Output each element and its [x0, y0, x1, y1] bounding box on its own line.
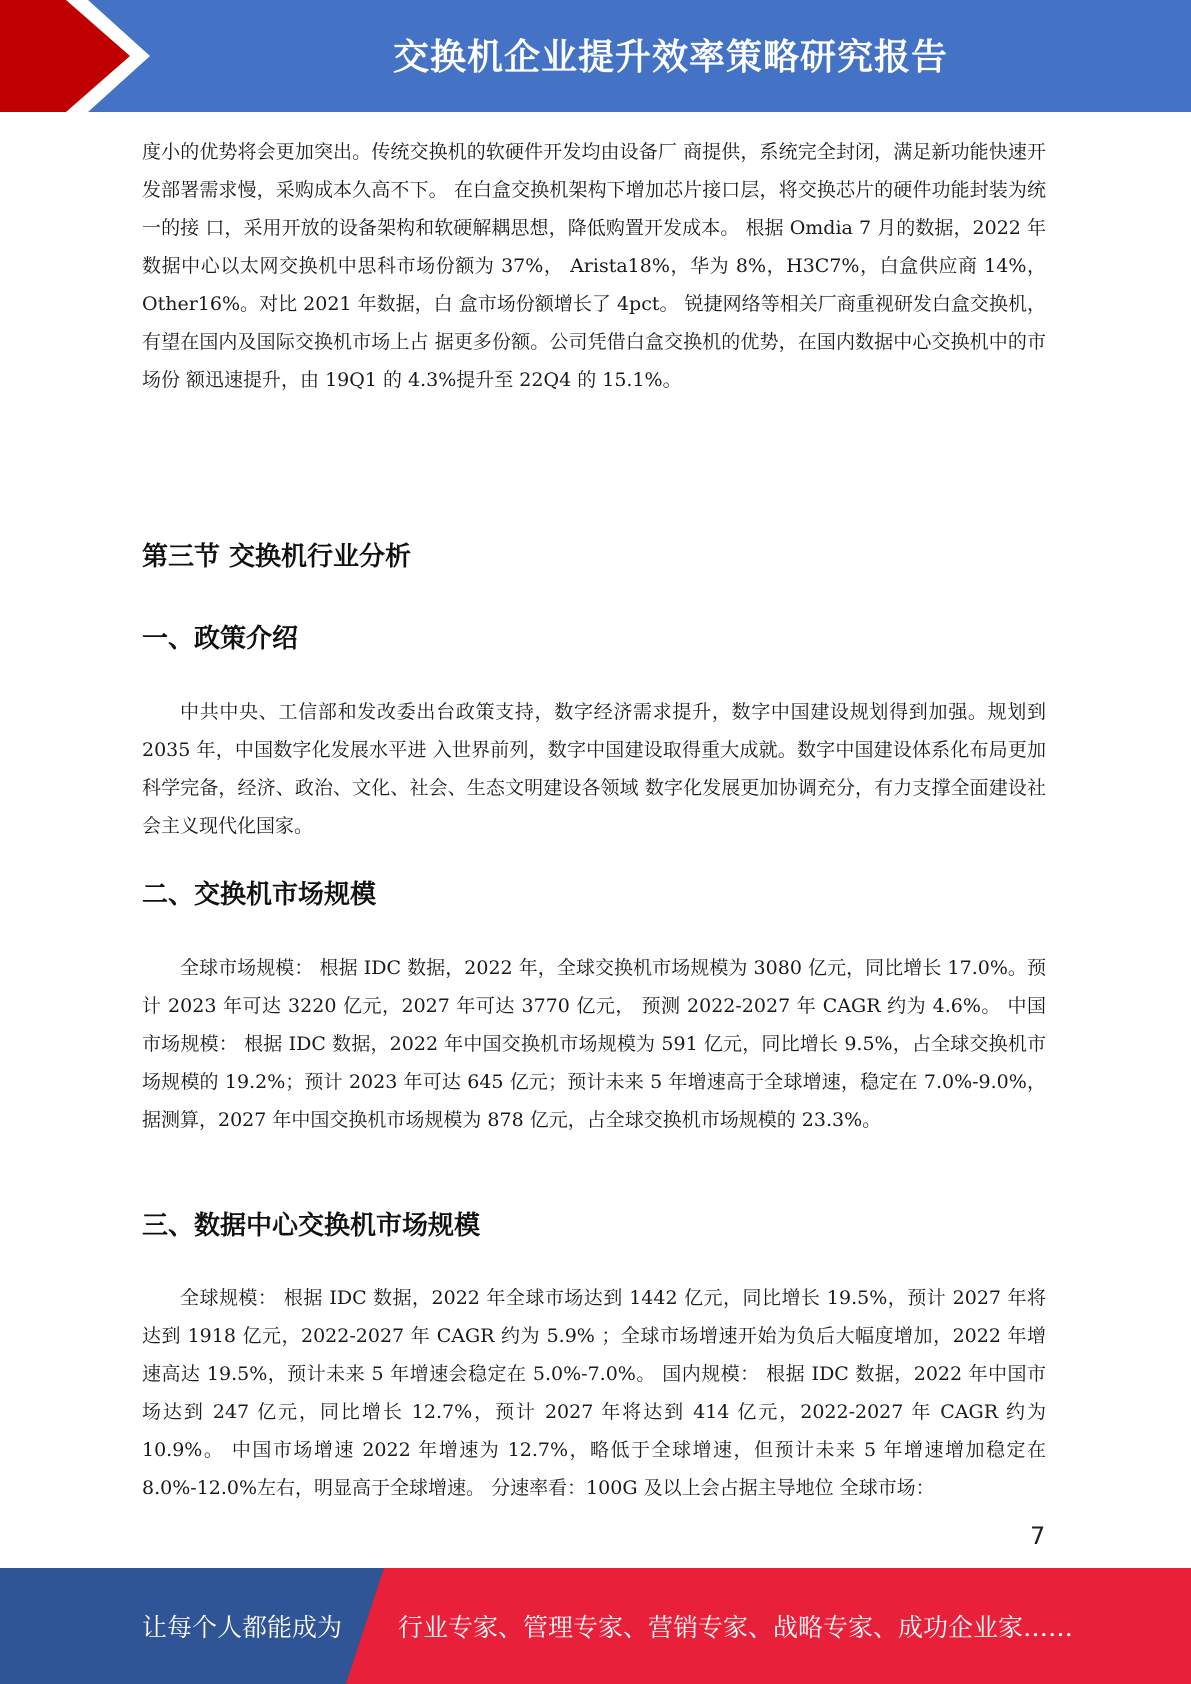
policy-paragraph: 中共中央、工信部和发改委出台政策支持，数字经济需求提升，数字中国建设规划得到加强。规划到 2035 年，中国数字化发展水平进 入世界前列，数字中国建设取得重大成就。数字中国建设体系化布局更加科学完备，经济、政治、文化、社会、生态文明建设各领域 数字化发展更加协调充分，有力支撑全面建设社会主义现代化国家。 [142, 701, 1046, 837]
chevron-arrow-icon [0, 0, 160, 112]
footer-slogan-left: 让每个人都能成为 [142, 1613, 343, 1642]
market-size-section [142, 949, 1046, 1139]
policy-section [142, 693, 1046, 845]
datacenter-heading: 三、数据中心交换机市场规模 [142, 1211, 481, 1241]
page-header [0, 0, 1191, 112]
footer-slogan-right: 行业专家、管理专家、营销专家、战略专家、成功企业家…… [398, 1613, 1074, 1642]
report-title: 交换机企业提升效率策略研究报告 [392, 36, 948, 78]
datacenter-paragraph: 全球规模： 根据 IDC 数据，2022 年全球市场达到 1442 亿元，同比增长 19.5%，预计 2027 年将达到 1918 亿元，2022-2027 年 CAGR 约为 5.9% ；全球市场增速开始为负后大幅度增加，2022 年增速高达 19.5%，预计未来 5 年增速会稳定在 5.0%-7.0%。 国内规模： 根据 IDC 数据，2022 年中国市场达到 247 亿元，同比增长 12.7%，预计 2027 年将达到 414 亿元，2022-2027 年 CAGR 约为 10.9%。 中国市场增速 2022 年增速为 12.7%，略低于全球增速，但预计未来 5 年增速增加稳定在 8.0%-12.0%左右，明显高于全球增速。 分速率看：100G 及以上会占据主导地位 全球市场： [142, 1287, 1046, 1499]
page-footer [0, 1568, 1191, 1684]
intro-section [142, 133, 1046, 399]
policy-heading: 一、政策介绍 [142, 624, 299, 654]
section-heading: 第三节 交换机行业分析 [142, 542, 412, 572]
market-size-heading: 二、交换机市场规模 [142, 880, 377, 910]
datacenter-section [142, 1279, 1046, 1507]
intro-paragraph: 度小的优势将会更加突出。传统交换机的软硬件开发均由设备厂 商提供，系统完全封闭，满足新功能快速开发部署需求慢，采购成本久高不下。 在白盒交换机架构下增加芯片接口层，将交换芯片的硬件功能封装为统一的接 口，采用开放的设备架构和软硬解耦思想，降低购置开发成本。 根据 Omdia 7 月的数据，2022 年数据中心以太网交换机中思科市场份额为 37%， Arista18%，华为 8%，H3C7%，白盒供应商 14%，Other16%。对比 2021 年数据，白 盒市场份额增长了 4pct。 锐捷网络等相关厂商重视研发白盒交换机，有望在国内及国际交换机市场上占 据更多份额。公司凭借白盒交换机的优势，在国内数据中心交换机中的市场份 额迅速提升，由 19Q1 的 4.3%提升至 22Q4 的 15.1%。 [142, 141, 1046, 391]
market-size-paragraph: 全球市场规模： 根据 IDC 数据，2022 年，全球交换机市场规模为 3080 亿元，同比增长 17.0%。预计 2023 年可达 3220 亿元，2027 年可达 3770 亿元， 预测 2022-2027 年 CAGR 约为 4.6%。 中国市场规模： 根据 IDC 数据，2022 年中国交换机市场规模为 591 亿元，同比增长 9.5%，占全球交换机市场规模的 19.2%；预计 2023 年可达 645 亿元；预计未来 5 年增速高于全球增速，稳定在 7.0%-9.0%，据测算，2027 年中国交换机市场规模为 878 亿元，占全球交换机市场规模的 23.3%。 [142, 957, 1046, 1131]
page-number: 7 [1030, 1522, 1046, 1550]
